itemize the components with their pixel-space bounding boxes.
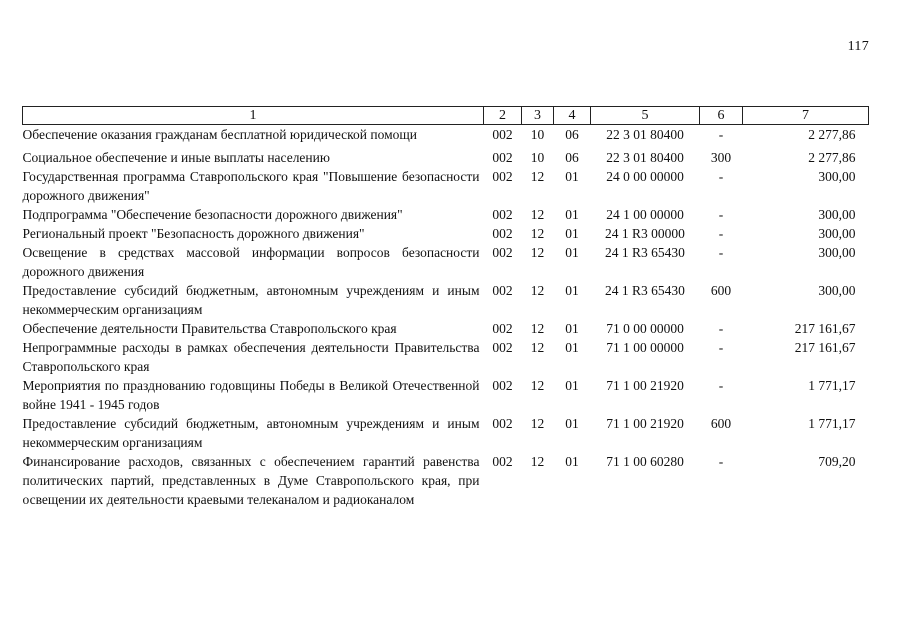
row-col5: 24 1 00 00000 xyxy=(606,207,684,222)
row-col3: 12 xyxy=(530,454,545,469)
row-col7: 2 277,86 xyxy=(808,150,856,165)
row-col3: 12 xyxy=(530,340,545,355)
row-col4: 01 xyxy=(565,283,579,298)
row-col3: 12 xyxy=(530,245,545,260)
row-col7: 2 277,86 xyxy=(808,127,856,142)
row-col7: 300,00 xyxy=(818,169,856,184)
row-name: Подпрограмма "Обеспечение безопасности дорожного движения" xyxy=(22,207,403,222)
row-col4: 01 xyxy=(565,340,579,355)
row-col6: - xyxy=(718,127,724,142)
row-col4: 01 xyxy=(565,245,579,260)
page-number: 117 xyxy=(847,39,869,54)
column-header-4: 4 xyxy=(554,107,591,125)
row-col4: 01 xyxy=(565,226,579,241)
row-col2: 002 xyxy=(492,127,513,142)
table-row xyxy=(23,414,869,452)
row-col6: - xyxy=(718,245,724,260)
row-col5: 71 1 00 00000 xyxy=(606,340,684,355)
row-col6: 600 xyxy=(710,416,732,431)
row-col3: 12 xyxy=(530,321,545,336)
row-col7: 1 771,17 xyxy=(808,416,856,431)
column-header-1: 1 xyxy=(23,107,484,125)
row-col7: 1 771,17 xyxy=(808,378,856,393)
row-col2: 002 xyxy=(492,226,513,241)
row-name: Обеспечение оказания гражданам бесплатной юридической помощи xyxy=(22,127,417,142)
row-col5: 71 1 00 21920 xyxy=(606,378,684,393)
row-col7: 217 161,67 xyxy=(794,321,856,336)
row-name: Освещение в средствах массовой информации вопросов безопасности дорожного движения xyxy=(22,245,480,279)
row-col5: 24 1 R3 65430 xyxy=(605,245,685,260)
row-col6: - xyxy=(718,226,724,241)
table-row xyxy=(23,125,869,145)
row-col4: 01 xyxy=(565,378,579,393)
table-row xyxy=(23,224,869,243)
row-col6: - xyxy=(718,207,724,222)
row-col4: 01 xyxy=(565,454,579,469)
row-name: Предоставление субсидий бюджетным, автономным учреждениям и иным некоммерческим организациям xyxy=(22,416,480,450)
row-col2: 002 xyxy=(492,416,513,431)
table-header-row xyxy=(23,107,869,125)
table-row xyxy=(23,144,869,167)
row-name: Финансирование расходов, связанных с обеспечением гарантий равенства политических партий, представленных в Думе Ставропольского края, при освещении их деятельности краевыми телеканалом и радиоканалом xyxy=(22,454,480,507)
row-col2: 002 xyxy=(492,283,513,298)
row-col3: 12 xyxy=(530,207,545,222)
row-col2: 002 xyxy=(492,207,513,222)
row-col2: 002 xyxy=(492,378,513,393)
row-col5: 24 1 R3 00000 xyxy=(605,226,685,241)
row-col6: - xyxy=(718,454,724,469)
table-row xyxy=(23,338,869,376)
row-col4: 01 xyxy=(565,169,579,184)
row-name: Социальное обеспечение и иные выплаты населению xyxy=(22,150,330,165)
row-col7: 300,00 xyxy=(818,207,856,222)
row-col5: 71 0 00 00000 xyxy=(606,321,684,336)
row-col3: 12 xyxy=(530,416,545,431)
table-row xyxy=(23,243,869,281)
row-col6: - xyxy=(718,321,724,336)
row-col3: 12 xyxy=(530,378,545,393)
row-name: Государственная программа Ставропольского края "Повышение безопасности дорожного движения" xyxy=(22,169,480,203)
row-col7: 709,20 xyxy=(818,454,856,469)
table-row xyxy=(23,376,869,414)
row-col6: - xyxy=(718,169,724,184)
row-col5: 22 3 01 80400 xyxy=(606,150,684,165)
row-col2: 002 xyxy=(492,150,513,165)
column-header-2: 2 xyxy=(484,107,522,125)
row-col6: - xyxy=(718,340,724,355)
row-col4: 06 xyxy=(565,150,579,165)
row-name: Предоставление субсидий бюджетным, автономным учреждениям и иным некоммерческим организациям xyxy=(22,283,480,317)
row-name: Региональный проект "Безопасность дорожного движения" xyxy=(22,226,365,241)
row-col6: 300 xyxy=(710,150,732,165)
row-col3: 12 xyxy=(530,226,545,241)
column-header-6: 6 xyxy=(700,107,743,125)
row-col5: 71 1 00 21920 xyxy=(606,416,684,431)
row-col4: 01 xyxy=(565,416,579,431)
row-col5: 24 1 R3 65430 xyxy=(605,283,685,298)
row-col6: - xyxy=(718,378,724,393)
table-row xyxy=(23,452,869,509)
budget-table xyxy=(22,106,868,509)
row-col5: 22 3 01 80400 xyxy=(606,127,684,142)
row-col2: 002 xyxy=(492,321,513,336)
column-header-7: 7 xyxy=(743,107,869,125)
table-row xyxy=(23,281,869,319)
row-col5: 71 1 00 60280 xyxy=(606,454,684,469)
row-col4: 01 xyxy=(565,207,579,222)
row-col7: 300,00 xyxy=(818,226,856,241)
row-col7: 300,00 xyxy=(818,245,856,260)
row-col6: 600 xyxy=(710,283,732,298)
row-col5: 24 0 00 00000 xyxy=(606,169,684,184)
table-row xyxy=(23,319,869,338)
row-col2: 002 xyxy=(492,454,513,469)
table-row xyxy=(23,205,869,224)
row-name: Непрограммные расходы в рамках обеспечения деятельности Правительства Ставропольского края xyxy=(22,340,480,374)
row-col3: 10 xyxy=(530,127,545,142)
row-col2: 002 xyxy=(492,169,513,184)
row-col2: 002 xyxy=(492,340,513,355)
row-name: Мероприятия по празднованию годовщины Победы в Великой Отечественной войне 1941 - 1945 годов xyxy=(22,378,480,412)
table-row xyxy=(23,167,869,205)
column-header-5: 5 xyxy=(591,107,700,125)
row-name: Обеспечение деятельности Правительства Ставропольского края xyxy=(22,321,397,336)
row-col3: 12 xyxy=(530,283,545,298)
row-col7: 217 161,67 xyxy=(794,340,856,355)
row-col4: 06 xyxy=(565,127,579,142)
row-col4: 01 xyxy=(565,321,579,336)
row-col3: 10 xyxy=(530,150,545,165)
column-header-3: 3 xyxy=(522,107,554,125)
row-col7: 300,00 xyxy=(818,283,856,298)
row-col2: 002 xyxy=(492,245,513,260)
row-col3: 12 xyxy=(530,169,545,184)
